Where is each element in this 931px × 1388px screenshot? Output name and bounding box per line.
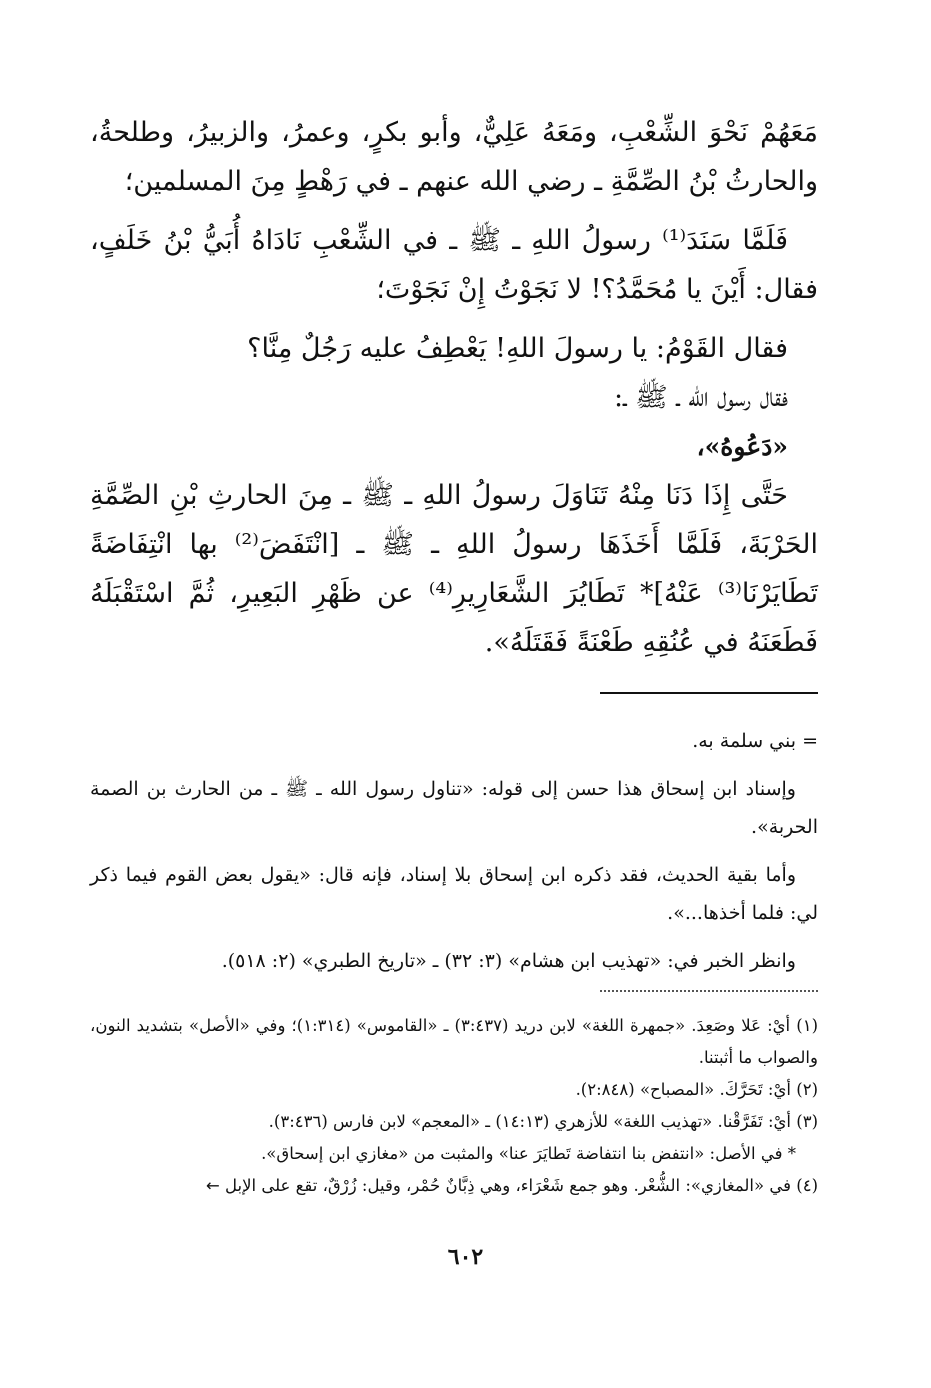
note-rest-of-hadith: وأما بقية الحديث، فقد ذكره ابن إسحاق بلا إسناد، فإنه قال: «يقول بعض القوم فيما ذكر لي: فلما أخذها...».: [90, 864, 818, 924]
footnote-4-text: (٤) في «المغازي»: الشُّعْر. وهو جمع شَعْرَاء، وهي ذِبَّانٌ حُمْر، وقيل: زُرْقٌ، تقع على الإبل: [225, 1176, 818, 1195]
main-separator-line: [600, 692, 818, 694]
main-paragraph-2: فَلَمَّا سَنَدَ⁽¹⁾ رسولُ اللهِ ـ ﷺ ـ في الشِّعْبِ نَادَاهُ أُبَيُّ بْنُ خَلَفٍ، فقال: أَيْنَ يا مُحَمَّدُ؟! لا نَجَوْتُ إِنْ نَجَوْتَ؛: [90, 225, 818, 305]
footnote-2: (٢) أيْ: تَحَرَّكَ. «المصباح» (٢:٨٤٨).: [575, 1080, 818, 1099]
footnote-star: * في الأصل: «انتفض بنا انتفاضة تَطايَرَ عنا» والمثبت من «مغازي ابن إسحاق».: [261, 1144, 796, 1163]
note-continuation: = بني سلمة به.: [692, 730, 818, 752]
note-references: وانظر الخبر في: «تهذيب ابن هشام» (٣: ٣٢) ـ «تاريخ الطبري» (٢: ٥١٨).: [221, 950, 796, 972]
main-paragraph-3: فقال القَوْمُ: يا رسولَ اللهِ! يَعْطِفُ عليه رَجُلٌ مِنَّا؟: [247, 333, 788, 364]
note-isnad: وإسناد ابن إسحاق هذا حسن إلى قوله: «تناول رسول الله ـ ﷺ ـ من الحارث بن الصمة الحربة».: [90, 778, 818, 838]
continuation-notes: [90, 722, 818, 990]
main-paragraph-5: «دَعُوهُ»،: [696, 432, 788, 461]
main-paragraph-4: فقال رسول الله ـ ﷺ ـ:: [614, 382, 788, 413]
main-text: [90, 108, 818, 667]
main-paragraph-1: مَعَهُمْ نَحْوَ الشِّعْبِ، ومَعَهُ عَلِيٌّ، وأبو بكرٍ، وعمرُ، والزبيرُ، وطلحةُ، والحارثُ بْنُ الصِّمَّةِ ـ رضي الله عنهم ـ في رَهْطٍ مِنَ المسلمين؛: [90, 117, 818, 197]
footnote-1: (١) أيْ: عَلا وصَعِدَ. «جمهرة اللغة» لابن دريد (٣:٤٣٧) ـ «القاموس» (١:٣١٤)؛ وفي «الأصل» بتشديد النون، والصواب ما أثبتنا.: [90, 1016, 818, 1067]
continuation-arrow-icon: ←: [205, 1176, 220, 1195]
footnote-3: (٣) أيْ: تَفَرَّقْنا. «تهذيب اللغة» للأزهري (١٤:١٣) ـ «المعجم» لابن فارس (٣:٤٣٦).: [268, 1112, 818, 1131]
main-paragraph-6: حَتَّى إِذَا دَنَا مِنْهُ تَنَاوَلَ رسولُ اللهِ ـ ﷺ ـ مِنَ الحارثِ بْنِ الصِّمَّةِ الحَرْبَةَ، فَلَمَّا أَخَذَهَا رسولُ اللهِ ـ ﷺ ـ [انْتَفَضَ⁽²⁾ بها انْتِفَاضَةً تَطَايَرْنَا⁽³⁾ عَنْهُ]* تَطَايُرَ الشَّعَارِيرِ⁽⁴⁾ عن ظَهْرِ البَعِيرِ، ثُمَّ اسْتَقْبَلَهُ فَطَعَنَهُ في عُنُقِهِ طَعْنَةً فَقَتَلَهُ».: [90, 480, 818, 658]
footnote-4: [90, 1170, 818, 1202]
page-number: ٦٠٢: [447, 1244, 484, 1270]
footnotes: [90, 1010, 818, 1202]
footnote-separator: [600, 990, 818, 992]
